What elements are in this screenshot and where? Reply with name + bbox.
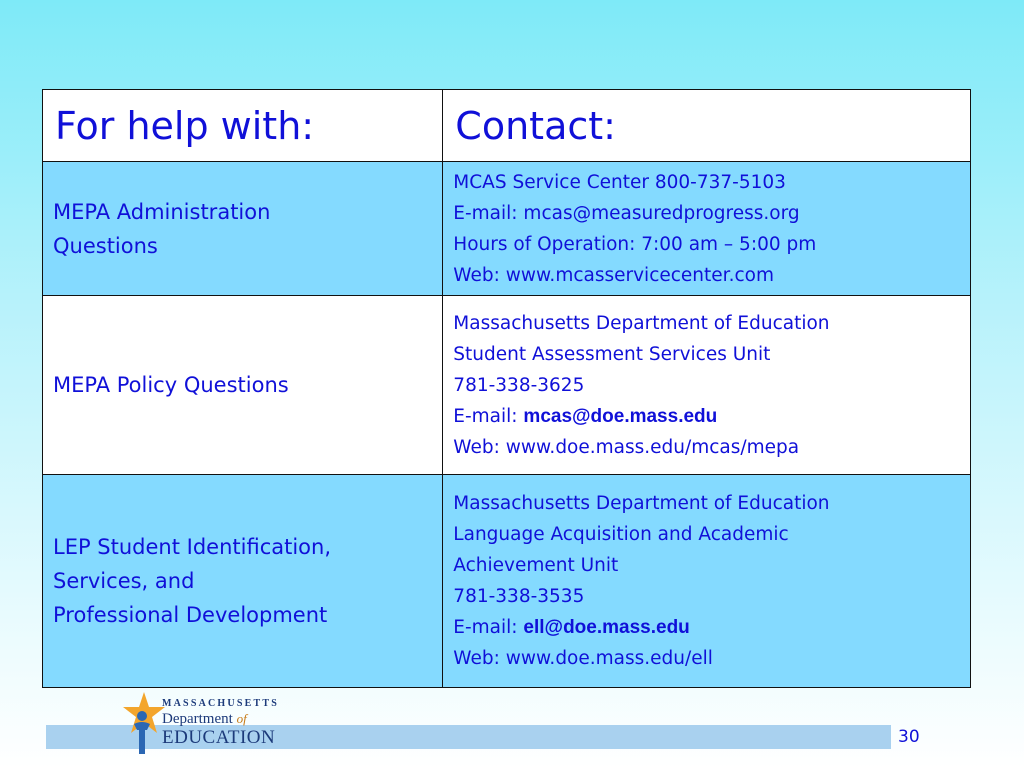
topic-line: Services, and [53, 569, 195, 593]
contact-web-line[interactable]: Web: www.doe.mass.edu/ell [453, 648, 713, 669]
contact-phone-line: 781-338-3535 [453, 586, 585, 607]
contact-table [42, 89, 971, 688]
logo-department: Department of [162, 711, 247, 727]
contact-cell [443, 162, 971, 296]
contact-web-line[interactable]: Web: www.mcasservicecenter.com [453, 264, 774, 286]
header-help-with: For help with: [43, 90, 443, 162]
contact-email-line [453, 401, 960, 432]
contact-line: MCAS Service Center 800-737-5103 [453, 171, 786, 193]
email-link[interactable]: mcas@measuredprogress.org [523, 202, 800, 224]
page-number: 30 [898, 727, 920, 747]
header-contact: Contact: [443, 90, 971, 162]
email-prefix: E-mail: [453, 617, 524, 638]
email-prefix: E-mail: [453, 405, 524, 427]
contact-phone-line: 781-338-3625 [453, 374, 585, 396]
topic-line: MEPA Administration [53, 199, 271, 224]
topic-line: Questions [53, 233, 158, 258]
contact-email-line [453, 198, 960, 229]
contact-email-line [453, 612, 960, 643]
contact-line: Massachusetts Department of Education [453, 312, 830, 334]
contact-web-line[interactable]: Web: www.doe.mass.edu/mcas/mepa [453, 436, 800, 458]
contact-line: Language Acquisition and Academic [453, 524, 789, 545]
contact-line: Achievement Unit [453, 555, 619, 576]
topic-cell [43, 475, 443, 688]
topic-line: Professional Development [53, 603, 328, 627]
email-link[interactable]: mcas@doe.mass.edu [523, 405, 718, 427]
topic-cell [43, 162, 443, 296]
contact-line: Massachusetts Department of Education [453, 493, 830, 514]
topic-cell [43, 296, 443, 475]
topic-line: LEP Student Identification, [53, 535, 332, 559]
contact-line: Student Assessment Services Unit [453, 343, 771, 365]
table-row [43, 475, 971, 688]
person-figure-icon [130, 710, 154, 756]
ma-doe-logo [120, 690, 300, 760]
contact-cell [443, 475, 971, 688]
table-row [43, 296, 971, 475]
logo-massachusetts: MASSACHUSETTS [162, 698, 279, 709]
topic-line: MEPA Policy Questions [53, 373, 289, 397]
contact-cell [443, 296, 971, 475]
contact-line: Hours of Operation: 7:00 am – 5:00 pm [453, 233, 817, 255]
logo-education: EDUCATION [162, 727, 276, 748]
table-row [43, 162, 971, 296]
table-header-row [43, 90, 971, 162]
email-link[interactable]: ell@doe.mass.edu [523, 617, 690, 638]
email-prefix: E-mail: [453, 202, 524, 224]
